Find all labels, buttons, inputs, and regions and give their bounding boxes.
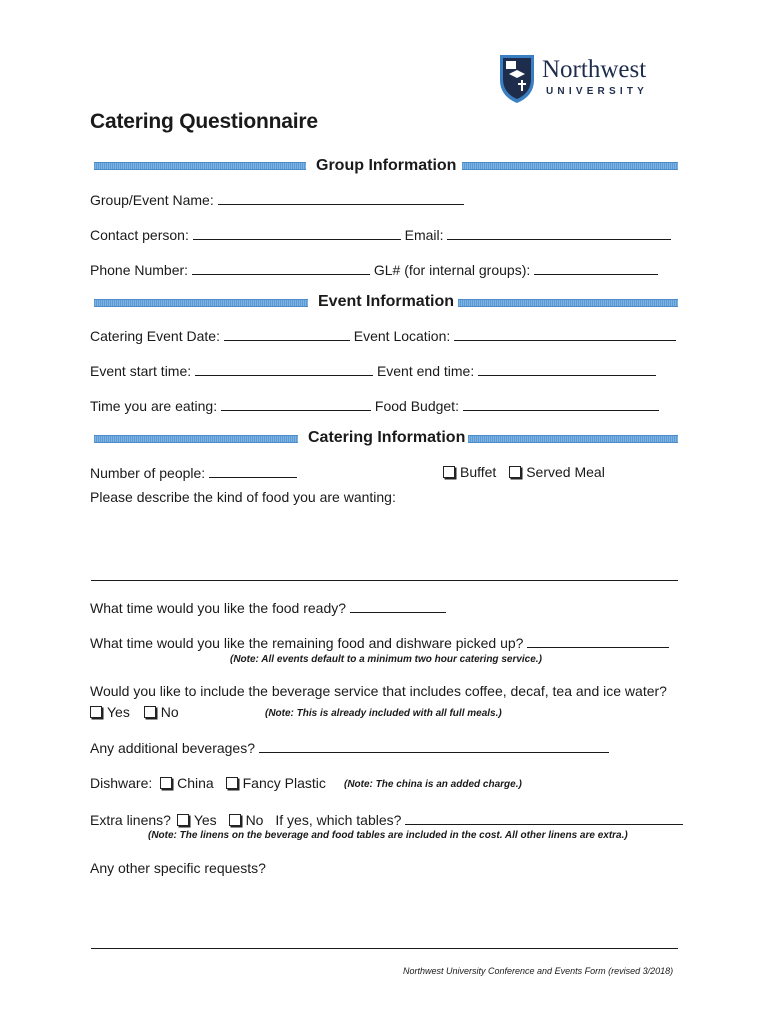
additional-beverages-row	[90, 739, 609, 757]
contact-person-field[interactable]	[193, 226, 401, 240]
linens-yes-checkbox[interactable]	[177, 814, 189, 826]
gl-field[interactable]	[534, 261, 658, 275]
which-tables-field[interactable]	[405, 811, 683, 825]
catering-event-date-label: Catering Event Date:	[90, 328, 220, 344]
pickup-field[interactable]	[527, 634, 669, 648]
email-field[interactable]	[447, 226, 671, 240]
linens-no-checkbox[interactable]	[229, 814, 241, 826]
section-title-event: Event Information	[318, 293, 455, 310]
number-of-people-field[interactable]	[209, 464, 297, 478]
time-eating-label: Time you are eating:	[90, 398, 218, 414]
number-people-row	[90, 464, 297, 482]
event-date-row	[90, 327, 676, 345]
event-start-time-field[interactable]	[195, 362, 373, 376]
service-type-group	[443, 464, 605, 481]
food-budget-field[interactable]	[463, 397, 659, 411]
logo-name: Northwest	[542, 56, 647, 83]
pickup-label: What time would you like the remaining food and dishware picked up?	[90, 635, 524, 651]
gl-label: GL# (for internal groups):	[373, 262, 531, 278]
additional-beverages-label: Any additional beverages?	[90, 740, 256, 756]
which-tables-label: If yes, which tables?	[275, 812, 402, 828]
linens-yes-label: Yes	[193, 812, 217, 828]
other-requests-field[interactable]	[91, 948, 678, 949]
food-ready-row	[90, 599, 446, 617]
section-title-catering: Catering Information	[308, 429, 466, 446]
group-event-name-row	[90, 191, 464, 209]
extra-linens-row	[90, 811, 683, 829]
note-two-hour: (Note: All events default to a minimum two hour catering service.)	[230, 654, 542, 665]
contact-row	[90, 226, 671, 244]
section-bar-left	[94, 162, 306, 170]
china-label: China	[177, 775, 214, 791]
linens-no-label: No	[245, 812, 264, 828]
extra-linens-label: Extra linens?	[90, 812, 171, 828]
section-bar-right	[462, 162, 678, 170]
note-full-meals: (Note: This is already included with all full meals.)	[265, 708, 502, 719]
section-bar-right	[468, 435, 678, 443]
phone-number-label: Phone Number:	[90, 262, 189, 278]
page-title: Catering Questionnaire	[90, 110, 318, 133]
buffet-checkbox[interactable]	[443, 466, 455, 478]
event-end-time-label: Event end time:	[376, 363, 475, 379]
logo-subtitle: UNIVERSITY	[546, 86, 649, 97]
fancy-plastic-label: Fancy Plastic	[242, 775, 326, 791]
group-event-name-field[interactable]	[218, 191, 464, 205]
section-title-group: Group Information	[316, 157, 457, 174]
event-start-time-label: Event start time:	[90, 363, 192, 379]
additional-beverages-field[interactable]	[259, 739, 609, 753]
describe-food-field[interactable]	[91, 580, 678, 581]
section-bar-left	[94, 299, 308, 307]
other-requests-label: Any other specific requests?	[90, 860, 266, 876]
event-time-row	[90, 362, 656, 380]
number-of-people-label: Number of people:	[90, 465, 206, 481]
pickup-row	[90, 634, 669, 652]
email-label: Email:	[404, 227, 444, 243]
beverage-no-label: No	[160, 704, 179, 720]
university-logo	[498, 52, 678, 104]
shield-icon	[498, 52, 536, 104]
food-budget-label: Food Budget:	[374, 398, 459, 414]
note-linens: (Note: The linens on the beverage and food tables are included in the cost. All other linens are extra.)	[148, 830, 628, 841]
served-meal-checkbox[interactable]	[509, 466, 521, 478]
china-checkbox[interactable]	[160, 777, 172, 789]
served-meal-label: Served Meal	[526, 464, 605, 480]
phone-number-field[interactable]	[192, 261, 370, 275]
catering-event-date-field[interactable]	[224, 327, 350, 341]
section-bar-left	[94, 435, 298, 443]
phone-row	[90, 261, 658, 279]
contact-person-label: Contact person:	[90, 227, 189, 243]
fancy-plastic-checkbox[interactable]	[226, 777, 238, 789]
beverage-question: Would you like to include the beverage service that includes coffee, decaf, tea and ice water?	[90, 683, 667, 699]
event-end-time-field[interactable]	[478, 362, 656, 376]
beverage-no-checkbox[interactable]	[144, 706, 156, 718]
time-eating-field[interactable]	[221, 397, 371, 411]
buffet-label: Buffet	[460, 464, 497, 480]
beverage-options	[90, 704, 179, 721]
dishware-row	[90, 775, 326, 792]
food-ready-label: What time would you like the food ready?	[90, 600, 347, 616]
food-ready-field[interactable]	[350, 599, 446, 613]
group-event-name-label: Group/Event Name:	[90, 192, 214, 208]
beverage-yes-checkbox[interactable]	[90, 706, 102, 718]
dishware-label: Dishware:	[90, 775, 153, 791]
beverage-yes-label: Yes	[107, 704, 130, 720]
footer-text: Northwest University Conference and Events Form (revised 3/2018)	[403, 966, 674, 976]
eating-budget-row	[90, 397, 659, 415]
event-location-label: Event Location:	[353, 328, 451, 344]
describe-food-label: Please describe the kind of food you are wanting:	[90, 489, 396, 505]
event-location-field[interactable]	[454, 327, 676, 341]
note-china: (Note: The china is an added charge.)	[344, 779, 522, 790]
section-bar-right	[458, 299, 678, 307]
